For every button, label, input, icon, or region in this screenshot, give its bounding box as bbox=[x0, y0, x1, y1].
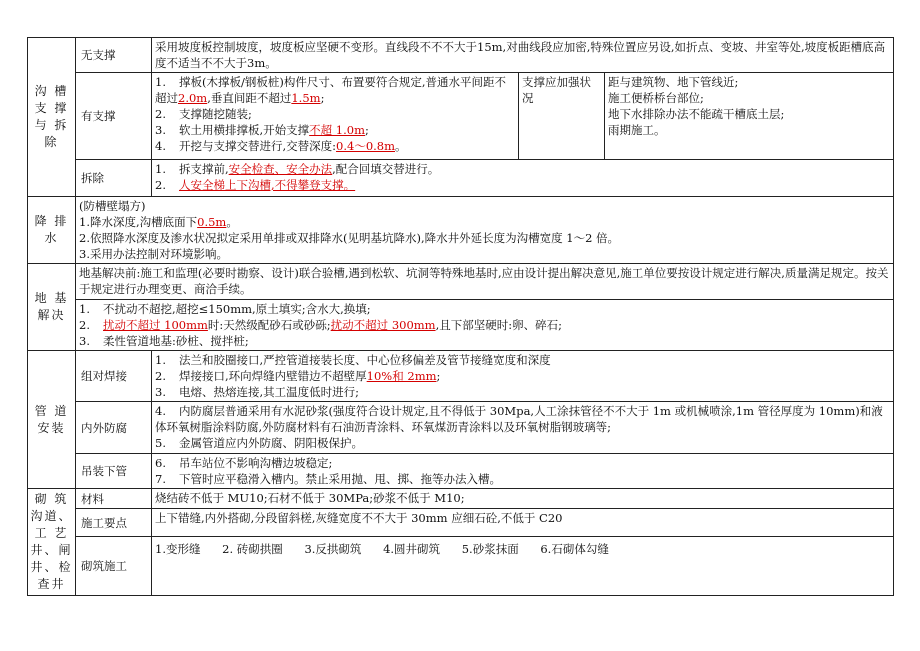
support-item-1: 1. 撑板(木撑板/钢板桩)构件尺寸、布置要符合规定,普通水平间距不超过2.0m,垂直间距不超过1.5m; bbox=[155, 75, 506, 105]
reinforce-item-3: 地下水排除办法不能疏干槽底土层; bbox=[608, 107, 785, 121]
reinforce-item-2: 施工便桥桥台部位; bbox=[608, 91, 704, 105]
foundation-items bbox=[76, 300, 894, 351]
key-points-text: 上下错缝,内外搭砌,分段留斜槎,灰缝宽度不不大于 30mm 应细石砼,不低于 C20 bbox=[152, 509, 894, 537]
masonry-method-6: 6.石砌体勾缝 bbox=[540, 542, 609, 557]
lowering-label: 吊装下管 bbox=[76, 454, 152, 489]
masonry-method-2: 2. 砖砌拱圈 bbox=[222, 542, 283, 557]
support-label: 有支撑 bbox=[76, 73, 152, 160]
removal-items bbox=[152, 160, 894, 197]
masonry-method-3: 3.反拱砌筑 bbox=[304, 542, 362, 557]
welding-item-2: 2. 焊接接口,环向焊缝内壁错边不超壁厚10%和 2mm; bbox=[155, 369, 441, 383]
welding-label: 组对焊接 bbox=[76, 351, 152, 402]
removal-label: 拆除 bbox=[76, 160, 152, 197]
anticorrosion-item-4: 4. 内防腐层普通采用有水泥砂浆(强度符合设计规定,且不得低于 30Mpa,人工涂抹管径不不大于 1m 或机械喷涂,1m 管径厚度为 10mm)和液体环氧树脂涂料防腐,外防腐材料有石油沥青涂料、环氧煤沥青涂料以及环氧树脂钢玻璃等; bbox=[155, 404, 883, 434]
removal-item-1: 1. 拆支撑前,安全检查、安全办法,配合回填交替进行。 bbox=[155, 162, 440, 176]
anticorrosion-items bbox=[152, 402, 894, 454]
masonry-header: 砌 筑 沟道、工 艺 井、闸 井、检 查井 bbox=[28, 489, 76, 596]
support-item-3: 3. 软土用横排撑板,开始支撑不超 1.0m; bbox=[155, 123, 369, 137]
anticorrosion-label: 内外防腐 bbox=[76, 402, 152, 454]
foundation-item-3: 3. 柔性管道地基:砂桩、搅拌桩; bbox=[79, 334, 249, 348]
reinforce-item-1: 距与建筑物、地下管线近; bbox=[608, 75, 739, 89]
foundation-item-1: 1. 不扰动不超挖,超挖≤150mm,原土填实;含水大,换填; bbox=[79, 302, 371, 316]
lowering-items bbox=[152, 454, 894, 489]
masonry-method-4: 4.圆井砌筑 bbox=[383, 542, 441, 557]
support-items bbox=[152, 73, 519, 160]
reinforce-items bbox=[605, 73, 894, 160]
lowering-item-6: 6. 吊车站位不影响沟槽边坡稳定; bbox=[155, 456, 333, 470]
construction-spec-table bbox=[27, 37, 894, 596]
support-item-4: 4. 开挖与支撑交替进行,交替深度:0.4～0.8m。 bbox=[155, 139, 407, 153]
foundation-intro: 地基解决前:施工和监理(必要时勘察、设计)联合验槽,遇到松软、坑洞等特殊地基时,应由设计提出解决意见,施工单位要按设计规定进行解决,质量满足规定。按关于规定进行办理变更、商洽手续。 bbox=[76, 264, 894, 300]
trench-support-header: 沟 槽 支 撑 与 拆 除 bbox=[28, 38, 76, 197]
welding-items bbox=[152, 351, 894, 402]
welding-item-3: 3. 电熔、热熔连接,其工温度低时进行; bbox=[155, 385, 360, 399]
dewater-line-2: 2.依照降水深度及渗水状况拟定采用单排或双排降水(见明基坑降水),降水井外延长度为沟槽宽度 1～2 倍。 bbox=[79, 231, 620, 245]
dewater-header: 降 排 水 bbox=[28, 197, 76, 264]
masonry-method-1: 1.变形缝 bbox=[155, 542, 201, 557]
welding-item-1: 1. 法兰和胶圈接口,严控管道接装长度、中心位移偏差及管节接缝宽度和深度 bbox=[155, 353, 551, 367]
removal-item-2: 2. 人安全梯上下沟槽,不得攀登支撑。 bbox=[155, 178, 356, 192]
reinforce-item-4: 雨期施工。 bbox=[608, 123, 666, 137]
reinforce-label: 支撑应加强状况 bbox=[519, 73, 605, 160]
pipe-install-header: 管 道 安装 bbox=[28, 351, 76, 489]
foundation-item-2: 2. 扰动不超过 100mm时:天然级配砂石或砂砾;扰动不超过 300mm,且下部坚硬时:卵、碎石; bbox=[79, 318, 562, 332]
masonry-method-5: 5.砂浆抹面 bbox=[461, 542, 519, 557]
masonry-construction-items bbox=[152, 537, 894, 596]
dewater-line-1: 1.降水深度,沟槽底面下0.5m。 bbox=[79, 215, 238, 229]
foundation-header: 地 基 解决 bbox=[28, 264, 76, 351]
materials-label: 材料 bbox=[76, 489, 152, 509]
dewater-text bbox=[76, 197, 894, 264]
materials-text: 烧结砖不低于 MU10;石材不低于 30MPa;砂浆不低于 M10; bbox=[152, 489, 894, 509]
masonry-construction-label: 砌筑施工 bbox=[76, 537, 152, 596]
no-support-label: 无支撑 bbox=[76, 38, 152, 73]
lowering-item-7: 7. 下管时应平稳滑入槽内。禁止采用抛、甩、掷、拖等办法入槽。 bbox=[155, 472, 501, 486]
support-item-2: 2. 支撑随挖随装; bbox=[155, 107, 252, 121]
key-points-label: 施工要点 bbox=[76, 509, 152, 537]
no-support-text: 采用坡度板控制坡度，坡度板应坚硬不变形。直线段不不不大于15m,对曲线段应加密,特殊位置应另设,如折点、变坡、井室等处,坡度板距槽底高度不适当不不大于3m。 bbox=[152, 38, 894, 73]
dewater-line-3: 3.采用办法控制对环境影响。 bbox=[79, 247, 228, 261]
dewater-line-0: (防槽壁塌方) bbox=[79, 199, 146, 213]
anticorrosion-item-5: 5. 金属管道应内外防腐、阴阳极保护。 bbox=[155, 436, 363, 450]
